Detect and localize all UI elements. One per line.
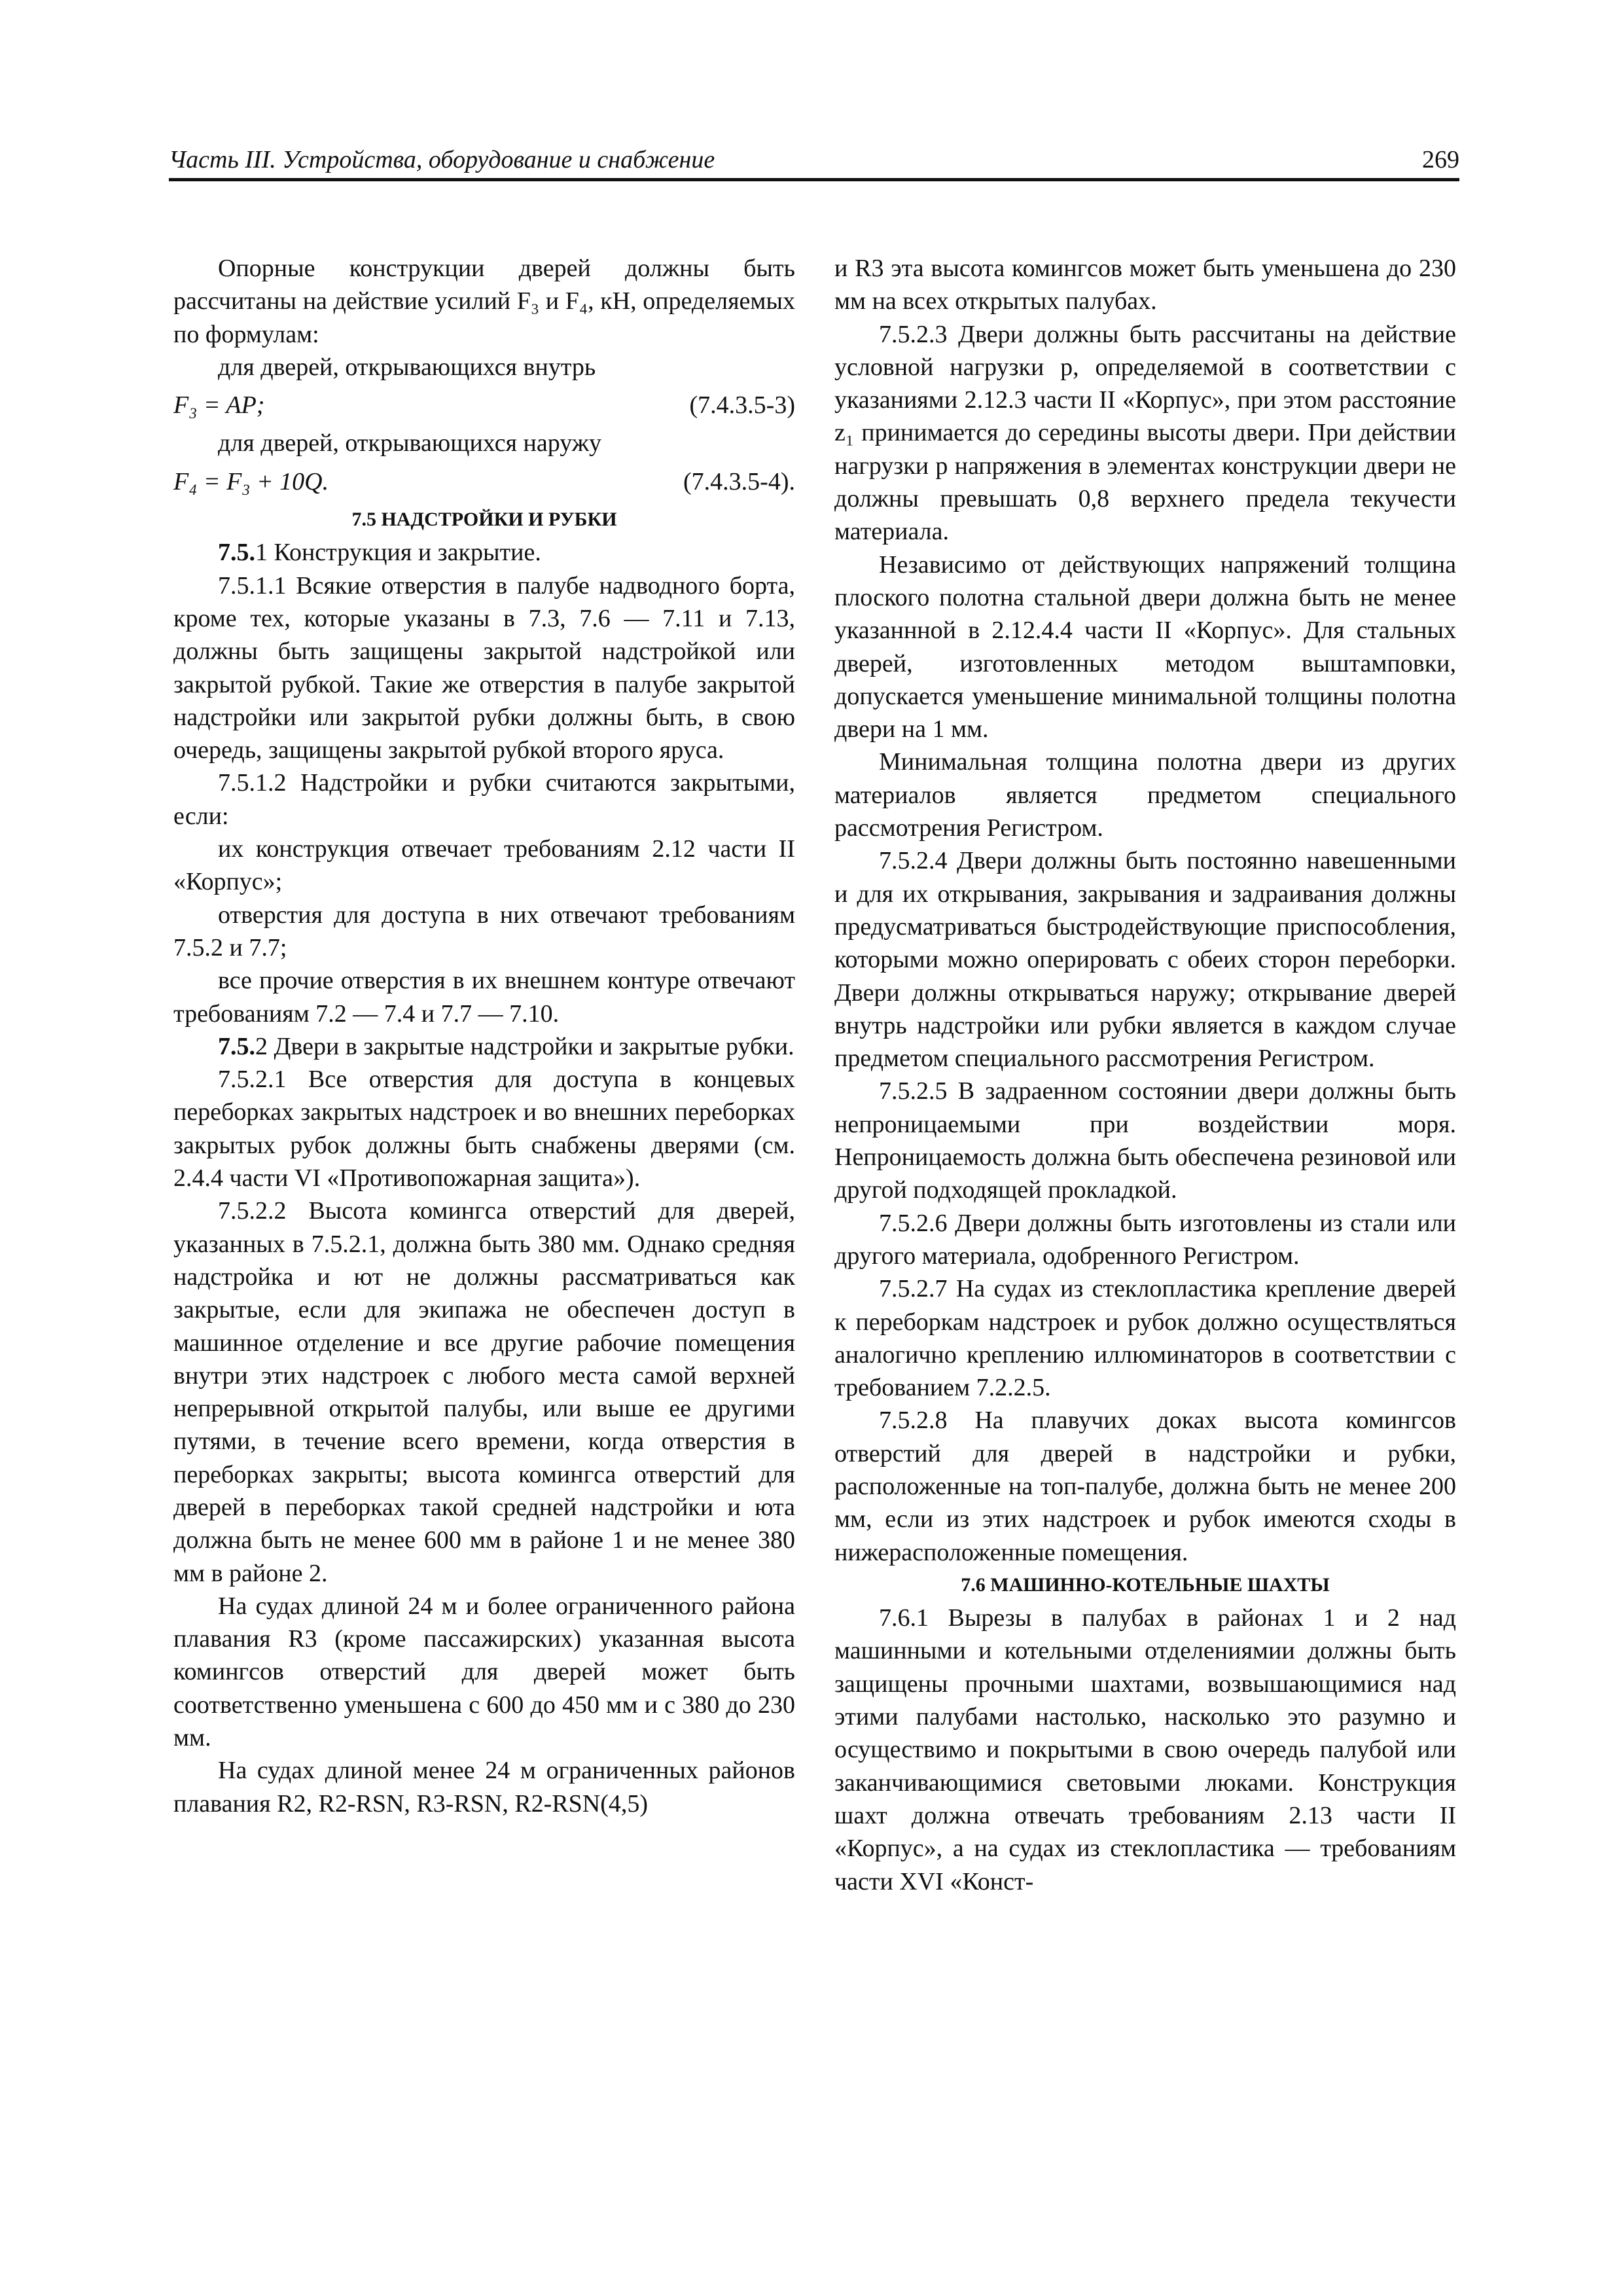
equation-number: (7.4.3.5-3)	[689, 391, 795, 420]
section-heading-7-6: 7.6 МАШИННО-КОТЕЛЬНЫЕ ШАХТЫ	[961, 1573, 1330, 1596]
subsection-number: 7.5.	[218, 1032, 255, 1060]
paragraph: На судах длиной менее 24 м ограниченных районов плавания R2, R2-RSN, R3-RSN, R2-RSN(4,5)	[173, 1757, 795, 1818]
equation-7-4-3-5-4	[173, 465, 795, 498]
paragraph-continuation: и R3 эта высота комингсов может быть уменьшена до 230 мм на всех открытых палубах.	[834, 255, 1456, 315]
header-title: Часть III. Устройства, оборудование и снабжение	[169, 146, 715, 173]
page-number: 269	[1422, 146, 1459, 173]
paragraph-7-6-1: 7.6.1 Вырезы в палубах в районах 1 и 2 над машинными и котельными отделениямии должны быть защищены прочными шахтами, возвышающимися над этими палубами настолько, насколько это разумно и осуществимо и покрытыми в свою очередь палубой или заканчивающимися световыми люками. Конструкция шахт должна отвечать требованиям 2.13 части II «Корпус», а на судах из стеклопластика — требованиям части XVI «Конст-	[834, 1604, 1456, 1895]
paragraph-7-5-2-5: 7.5.2.5 В задраенном состоянии двери должны быть непроницаемыми при воздействии моря. Непроницаемость должна быть обеспечена резиновой или другой подходящей прокладкой.	[834, 1077, 1456, 1204]
paragraph: На судах длиной 24 м и более ограниченного района плавания R3 (кроме пассажирских) указанная высота комингсов отверстий для дверей может быть соответственно уменьшена с 600 до 450 мм и с 380 до 230 мм.	[173, 1592, 795, 1752]
subsection-number: 7.5.	[218, 539, 255, 567]
equation-7-4-3-5-3	[173, 389, 795, 422]
left-column	[173, 252, 795, 1820]
paragraph-7-5-2-3: 7.5.2.3 Двери должны быть рассчитаны на действие условной нагрузки p, определяемой в соответствии с указаниями 2.12.3 части II «Корпус», при этом расстояние z₁ принимается до середины высоты двери. При действии нагрузки p напряжения в элементах конструкции двери не должны превышать 0,8 верхнего предела текучести материала.	[834, 320, 1456, 546]
paragraph-7-5-2-1: 7.5.2.1 Все отверстия для доступа в концевых переборках закрытых надстроек и во внешних переборках закрытых рубок должны быть снабжены дверями (см. 2.4.4 части VI «Противопожарная защита»).	[173, 1066, 795, 1193]
paragraph-7-5-2-2: 7.5.2.2 Высота комингса отверстий для дверей, указанных в 7.5.2.1, должна быть 380 мм. Однако средняя надстройка и ют не должны рассматриваться как закрытые, если для экипажа не обеспечен доступ в машинное отделение и все другие рабочие помещения внутри этих надстроек с любого места самой верхней непрерывной открытой палубы, или выше ее другими путями, в течение всего времени, когда отверстия в переборках закрыты; высота комингса отверстий для дверей в переборках такой средней надстройки и юта должна быть не менее 600 мм в районе 1 и не менее 380 мм в районе 2.	[173, 1197, 795, 1587]
paragraph-7-5-2-7: 7.5.2.7 На судах из стеклопластика крепление дверей к переборкам надстроек и рубок должно осуществляться аналогично креплению иллюминаторов в соответствии с требованием 7.2.2.5.	[834, 1275, 1456, 1402]
subsection-heading-7-5-1	[173, 536, 795, 569]
list-item: отверстия для доступа в них отвечают требованиям 7.5.2 и 7.7;	[173, 901, 795, 961]
equation-formula: F₄ = F₃ + 10Q.	[173, 467, 329, 495]
equation-number: (7.4.3.5-4).	[683, 467, 795, 495]
paragraph: Опорные конструкции дверей должны быть рассчитаны на действие усилий F₃ и F₄, кН, определяемых по формулам:	[173, 255, 795, 348]
paragraph-7-5-1-2: 7.5.1.2 Надстройки и рубки считаются закрытыми, если:	[173, 769, 795, 830]
equation-formula: F₃ = AP;	[173, 391, 265, 420]
subsection-title: 1 Конструкция и закрытие.	[255, 539, 541, 567]
paragraph: Минимальная толщина полотна двери из других материалов является предметом специального рассмотрения Регистром.	[834, 748, 1456, 842]
subsection-title: 2 Двери в закрытые надстройки и закрытые рубки.	[255, 1032, 794, 1060]
paragraph: для дверей, открывающихся наружу	[218, 429, 601, 457]
paragraph: для дверей, открывающихся внутрь	[218, 353, 596, 381]
list-item: все прочие отверстия в их внешнем контуре отвечают требованиям 7.2 — 7.4 и 7.7 — 7.10.	[173, 967, 795, 1028]
paragraph-7-5-2-4: 7.5.2.4 Двери должны быть постоянно навешенными и для их открывания, закрывания и задраивания должны предусматриваться быстродействующие приспособления, которыми можно оперировать с обеих сторон переборки. Двери должны открываться наружу; открывание дверей внутрь надстройки или рубки является в каждом случае предметом специального рассмотрения Регистром.	[834, 847, 1456, 1073]
section-heading-7-5: 7.5 НАДСТРОЙКИ И РУБКИ	[351, 509, 617, 531]
running-header	[169, 145, 1459, 181]
right-column	[834, 252, 1456, 1898]
paragraph-7-5-2-8: 7.5.2.8 На плавучих доках высота комингсов отверстий для дверей в надстройки и рубки, расположенные на топ-палубе, должна быть не менее 200 мм, если из этих надстроек и рубок имеются сходы в нижерасположенные помещения.	[834, 1407, 1456, 1566]
subsection-heading-7-5-2	[173, 1030, 795, 1063]
paragraph: Независимо от действующих напряжений толщина плоского полотна стальной двери должна быть не менее указаннной в 2.12.4.4 части II «Корпус». Для стальных дверей, изготовленных методом выштамповки, допускается уменьшение минимальной толщины полотна двери на 1 мм.	[834, 550, 1456, 744]
paragraph-7-5-1-1: 7.5.1.1 Всякие отверстия в палубе надводного борта, кроме тех, которые указаны в 7.3, 7.6 — 7.11 и 7.13, должны быть защищены закрытой надстройкой или закрытой рубкой. Такие же отверстия в палубе закрытой надстройки или закрытой рубки должны быть, в свою очередь, защищены закрытой рубкой второго яруса.	[173, 571, 795, 764]
list-item: их конструкция отвечает требованиям 2.12 части II «Корпус»;	[173, 835, 795, 896]
paragraph-7-5-2-6: 7.5.2.6 Двери должны быть изготовлены из стали или другого материала, одобренного Регистром.	[834, 1209, 1456, 1270]
